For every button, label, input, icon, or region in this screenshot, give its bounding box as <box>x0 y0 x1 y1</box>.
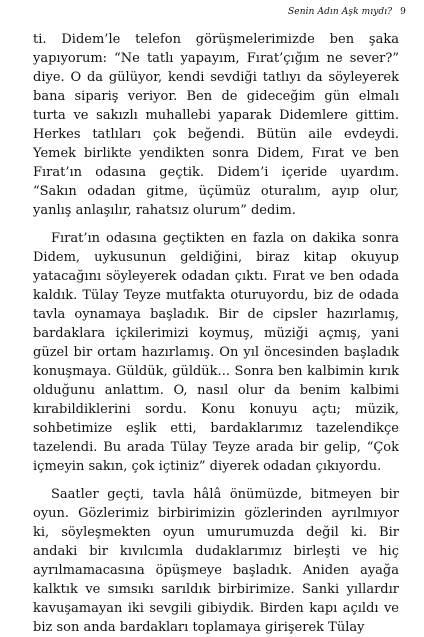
running-header <box>288 6 406 18</box>
paragraph-3: Saatler geçti, tavla hâlâ önümüzde, bitmeyen bir oyun. Gözlerimiz birbirimizin gözlerinden ayrılmıyor ki, söyleşmekten oyun umurumuzda değil ki. Bir andaki bir kıvılcımla dudaklarımız birleşti ve hiç ayrılmamacasına öpüşmeye başladık. Aniden ayağa kalktık ve sımsıkı sarıldık birbirimize. Sanki yıllardır kavuşamayan iki sevgili gibiydik. Birden kapı açıldı ve biz son anda bardakları toplamaya girişerek Tülay <box>33 487 399 635</box>
paragraph-2: Fırat’ın odasına geçtikten en fazla on dakika sonra Didem, uykusunun geldiğini, biraz kitap okuyup yatacağını söyleyerek odadan çıktı. Fırat ve ben odada kaldık. Tülay Teyze mutfakta oturuyordu, biz de odada tavla oynamaya başladık. Bir de cipsler hazırlamış, bardaklara içkilerimizi koymuş, müziği açmış, yani güzel bir ortam hazırlamış. On yıl öncesinden başladık konuşmaya. Güldük, güldük... Sonra ben kalbimin kırık olduğunu anlattım. O, nasıl olur da benim kalbimi kırabildiklerini sordu. Konu konuyu açtı; müzik, sohbetimize eşlik etti, bardaklarımız tazelendikçe tazelendi. Bu arada Tülay Teyze arada bir gelip, “Çok içmeyin sakın, çok içtiniz” diyerek odadan çıkıyordu. <box>33 231 399 474</box>
page-number: 9 <box>400 7 406 17</box>
body-text <box>33 30 399 637</box>
paragraph-1: ti. Didem’le telefon görüşmelerimizde ben şaka yapıyorum: “Ne tatlı yapayım, Fırat’çığım ne sever?” diye. O da gülüyor, kendi sevdiği tatlıyı da söyleyerek bana sipariş veriyor. Ben de gideceğim gün elmalı turta ve sakızlı muhallebi yaparak Didemlere gittim. Herkes tatlıları çok beğendi. Bütün aile evdeydi. Yemek birlikte yendikten sonra Didem, Fırat ve ben Fırat’ın odasına geçtik. Didem’i içeride uyardım. “Sakın odadan gitme, üçümüz oturalım, ayıp olur, yanlış anlaşılır, rahatsız olurum” dedim. <box>33 32 399 218</box>
book-title: Senin Adın Aşk mıydı? <box>288 7 393 17</box>
